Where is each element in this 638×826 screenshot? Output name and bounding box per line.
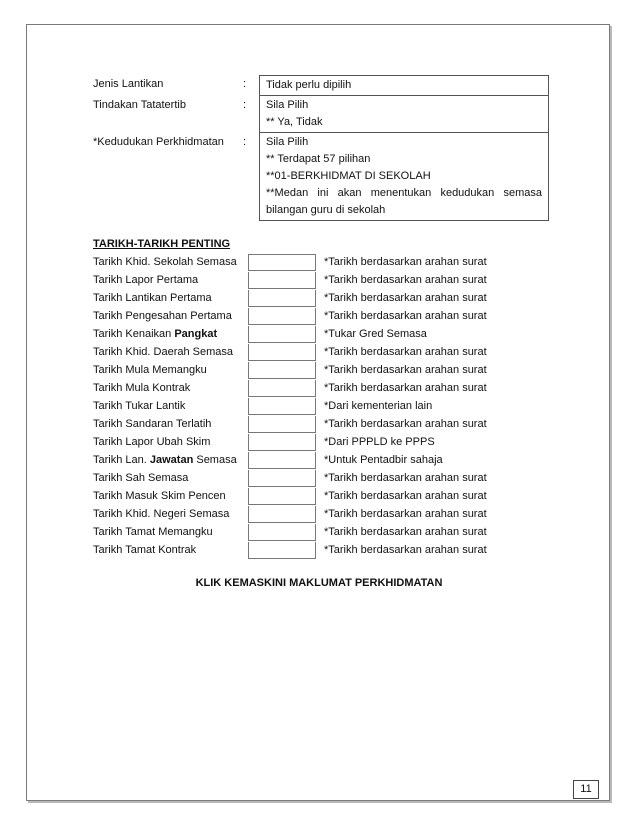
date-row (93, 451, 553, 469)
date-row (93, 541, 553, 559)
date-note: *Dari kementerian lain (324, 400, 433, 412)
info-colon: : (243, 78, 247, 90)
info-row-jenis-lantikan (93, 75, 549, 96)
date-input[interactable] (248, 326, 316, 343)
date-row (93, 307, 553, 325)
date-row (93, 271, 553, 289)
date-label (93, 454, 248, 466)
date-label: Tarikh Mula Kontrak (93, 382, 191, 394)
date-label: Tarikh Lapor Ubah Skim (93, 436, 211, 448)
info-value-box (259, 96, 549, 133)
date-input[interactable] (248, 344, 316, 361)
date-row (93, 289, 553, 307)
date-label: Tarikh Tukar Lantik (93, 400, 186, 412)
update-service-info-link[interactable]: KLIK KEMASKINI MAKLUMAT PERKHIDMATAN (195, 577, 443, 589)
info-colon: : (243, 99, 247, 111)
date-note: *Tarikh berdasarkan arahan surat (324, 418, 487, 430)
date-label: Tarikh Tamat Kontrak (93, 544, 197, 556)
info-value-line: **Medan ini akan menentukan kedudukan semasa (266, 187, 542, 199)
date-label: Tarikh Sah Semasa (93, 472, 189, 484)
info-label: Jenis Lantikan (93, 78, 164, 90)
date-note: *Untuk Pentadbir sahaja (324, 454, 443, 466)
date-row (93, 361, 553, 379)
page-number: 11 (573, 780, 599, 799)
date-input[interactable] (248, 398, 316, 415)
date-row (93, 433, 553, 451)
date-input[interactable] (248, 524, 316, 541)
date-row (93, 415, 553, 433)
date-note: *Tarikh berdasarkan arahan surat (324, 364, 487, 376)
info-value-line: bilangan guru di sekolah (266, 204, 386, 216)
date-input[interactable] (248, 308, 316, 325)
date-label: Tarikh Khid. Daerah Semasa (93, 346, 234, 358)
info-value-line: ** Terdapat 57 pilihan (266, 153, 371, 165)
date-note: *Tarikh berdasarkan arahan surat (324, 526, 487, 538)
section-title: TARIKH-TARIKH PENTING (93, 238, 231, 250)
date-label-text: Tarikh Kenaikan (93, 328, 175, 340)
info-value-line: ** Ya, Tidak (266, 116, 323, 128)
date-note: *Tarikh berdasarkan arahan surat (324, 346, 487, 358)
date-note: *Tarikh berdasarkan arahan surat (324, 274, 487, 286)
date-label: Tarikh Mula Memangku (93, 364, 207, 376)
date-note: *Tarikh berdasarkan arahan surat (324, 292, 487, 304)
info-label: *Kedudukan Perkhidmatan (93, 136, 224, 148)
info-value-line: **01-BERKHIDMAT DI SEKOLAH (266, 170, 431, 182)
date-input[interactable] (248, 362, 316, 379)
date-note: *Dari PPPLD ke PPPS (324, 436, 435, 448)
date-row (93, 253, 553, 271)
info-value-line: Sila Pilih (266, 99, 309, 111)
date-label: Tarikh Masuk Skim Pencen (93, 490, 226, 502)
date-input[interactable] (248, 488, 316, 505)
info-value-line: Sila Pilih (266, 136, 309, 148)
info-label: Tindakan Tatatertib (93, 99, 186, 111)
date-input[interactable] (248, 452, 316, 469)
date-input[interactable] (248, 506, 316, 523)
date-label: Tarikh Lantikan Pertama (93, 292, 212, 304)
info-colon: : (243, 136, 247, 148)
date-row (93, 487, 553, 505)
date-label: Tarikh Khid. Negeri Semasa (93, 508, 230, 520)
date-input[interactable] (248, 380, 316, 397)
date-note: *Tarikh berdasarkan arahan surat (324, 382, 487, 394)
date-label: Tarikh Sandaran Terlatih (93, 418, 212, 430)
date-row (93, 379, 553, 397)
date-note: *Tukar Gred Semasa (324, 328, 427, 340)
date-input[interactable] (248, 254, 316, 271)
info-row-kedudukan-perkhidmatan (93, 133, 549, 221)
date-row (93, 325, 553, 343)
date-input[interactable] (248, 542, 316, 559)
date-label-bold: Jawatan (149, 454, 194, 466)
date-row (93, 469, 553, 487)
date-input[interactable] (248, 290, 316, 307)
date-label: Tarikh Tamat Memangku (93, 526, 213, 538)
date-note: *Tarikh berdasarkan arahan surat (324, 310, 487, 322)
date-row (93, 343, 553, 361)
important-dates-list (93, 253, 553, 559)
service-info-table (93, 75, 549, 221)
date-row (93, 397, 553, 415)
date-label-text: Tarikh Lan. (93, 454, 150, 466)
date-note: *Tarikh berdasarkan arahan surat (324, 508, 487, 520)
info-row-tindakan-tatatertib (93, 96, 549, 133)
date-label: Tarikh Khid. Sekolah Semasa (93, 256, 237, 268)
date-input[interactable] (248, 416, 316, 433)
date-note: *Tarikh berdasarkan arahan surat (324, 256, 487, 268)
date-input[interactable] (248, 272, 316, 289)
date-note: *Tarikh berdasarkan arahan surat (324, 490, 487, 502)
date-input[interactable] (248, 470, 316, 487)
date-input[interactable] (248, 434, 316, 451)
date-label: Tarikh Lapor Pertama (93, 274, 199, 286)
info-value-box (259, 133, 549, 221)
date-label-text: Semasa (193, 454, 237, 466)
date-note: *Tarikh berdasarkan arahan surat (324, 544, 487, 556)
date-row (93, 523, 553, 541)
date-label-bold: Pangkat (174, 328, 218, 340)
date-label (93, 328, 248, 340)
date-label: Tarikh Pengesahan Pertama (93, 310, 232, 322)
date-row (93, 505, 553, 523)
info-value-line: Tidak perlu dipilih (266, 79, 352, 91)
info-value-box (259, 75, 549, 96)
date-note: *Tarikh berdasarkan arahan surat (324, 472, 487, 484)
